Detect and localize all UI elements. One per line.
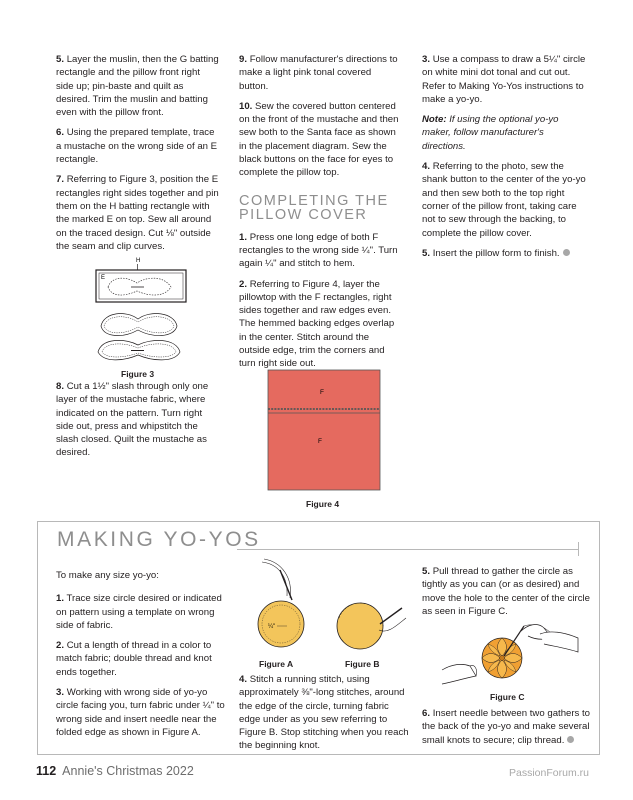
yoyo-column-1 xyxy=(56,569,226,746)
column-1-continued xyxy=(56,380,219,467)
cover-step-1: 1. Press one long edge of both F rectangles to the wrong side ¼". Turn again ¼" and stitch to hem. xyxy=(239,231,398,270)
yoyo-column-2 xyxy=(239,673,409,760)
step-5-finish: 5. Insert the pillow form to finish. xyxy=(422,247,587,260)
yoyo-column-3 xyxy=(422,565,594,625)
watermark: PassionForum.ru xyxy=(509,767,589,779)
figure-4-diagram xyxy=(267,369,381,491)
yoyo-step-2: 2. Cut a length of thread in a color to match fabric; double thread and knot ends together. xyxy=(56,640,212,678)
figure-c-caption: Figure C xyxy=(490,692,525,702)
step-7: 7. Referring to Figure 3, position the E rectangles right sides together and pin them on the H batting rectangle with the marked E on top. Sew all around on the traced design. Cut ⅛" outside the seam and clip curves. xyxy=(56,174,219,252)
figure-3-diagram xyxy=(94,254,194,364)
cover-step-2: 2. Referring to Figure 4, layer the pillowtop with the F rectangles, right sides together and raw edges even. The hemmed backing edges overlap in the center. Stitch around the outside edge, trim the corners and turn right side out. xyxy=(239,278,395,370)
figure-4-pillow-shape xyxy=(268,370,380,490)
step-8: 8. Cut a 1½" slash through only one layer of the mustache fabric, where indicated on the pattern. Turn right side out, press and whipstitch the slash closed. Quilt the mustache as desired. xyxy=(56,381,209,459)
figure-a-yoyo-circle xyxy=(258,601,304,647)
step-4: 4. Referring to the photo, sew the shank button to the center of the yo-yo and then sew both to the top right corner of the pillow front, taking care not to sew through the backing, to complete the pillow cover. xyxy=(422,161,586,239)
title-rule xyxy=(237,549,579,550)
end-bullet-icon xyxy=(567,736,574,743)
end-bullet-icon xyxy=(563,249,570,256)
figure-3-label-h: H xyxy=(136,258,141,264)
making-yoyos-title: MAKING YO-YOS xyxy=(57,528,261,551)
figure-4-caption: Figure 4 xyxy=(306,499,340,509)
step-10: 10. Sew the covered button centered on the front of the mustache and then sew both to the Santa face as shown in the placement diagram. Sew the black buttons on the face for eyes to complete the pillow top. xyxy=(239,100,399,179)
page-footer xyxy=(36,764,194,778)
yoyo-step-5: 5. Pull thread to gather the circle as tightly as you can (or as desired) and move the hole to the center of the circle as seen in Figure C. xyxy=(422,566,590,617)
yoyo-step-3: 3. Working with wrong side of yo-yo circle facing you, turn fabric under ¼" to wrong side and insert needle near the folded edge as shown in Figure A. xyxy=(56,687,225,738)
figure-3-caption: Figure 3 xyxy=(121,369,155,379)
figure-a-b-diagram xyxy=(238,556,408,656)
yoyo-column-3-continued xyxy=(422,707,594,754)
step-9: 9. Follow manufacturer's directions to make a light pink tonal covered button. xyxy=(239,54,398,92)
figure-b-caption: Figure B xyxy=(345,659,380,669)
yoyo-step-4: 4. Stitch a running stitch, using approximately ⅜"-long stitches, around the edge of the circle, turning fabric edge under as you sew referring to Figure B. Stop stitching when you reach the beginning knot. xyxy=(239,674,409,752)
page-number: 112 xyxy=(36,764,57,778)
figure-4-label-bottom: F xyxy=(318,438,322,445)
step-6: 6. Using the prepared template, trace a mustache on the wrong side of an E rectangle. xyxy=(56,127,218,166)
figure-a-measure-label: ¼" xyxy=(268,624,276,630)
yoyo-step-1: 1. Trace size circle desired or indicated on pattern using a template on wrong side of fabric. xyxy=(56,593,222,631)
column-2 xyxy=(239,53,402,378)
figure-3-label-e: E xyxy=(101,275,106,281)
title-rule-end xyxy=(578,542,579,556)
column-3 xyxy=(422,53,587,267)
figure-a-caption: Figure A xyxy=(259,659,294,669)
step-5: 5. Layer the muslin, then the G batting rectangle and the pillow front right side up; pin-baste and quilt as desired. Trim the muslin and batting even with the pillow front. xyxy=(56,54,219,119)
column-1 xyxy=(56,53,219,260)
figure-c-diagram xyxy=(440,618,580,688)
figure-4-label-top: F xyxy=(320,389,324,396)
section-heading-completing: COMPLETING THE PILLOW COVER xyxy=(239,192,389,223)
step-3: 3. Use a compass to draw a 5¼" circle on white mini dot tonal and cut out. Refer to Making Yo-Yos instructions to make a yo-yo. xyxy=(422,54,586,105)
note: Note: If using the optional yo-yo maker, follow manufacturer's directions. xyxy=(422,114,559,152)
figure-c-gathered-yoyo xyxy=(482,638,522,678)
yoyo-intro: To make any size yo-yo: xyxy=(56,570,159,581)
publication-name: Annie's Christmas 2022 xyxy=(62,764,194,778)
yoyo-step-6: 6. Insert needle between two gathers to the back of the yo-yo and make several small knots to secure; clip thread. xyxy=(422,708,591,746)
